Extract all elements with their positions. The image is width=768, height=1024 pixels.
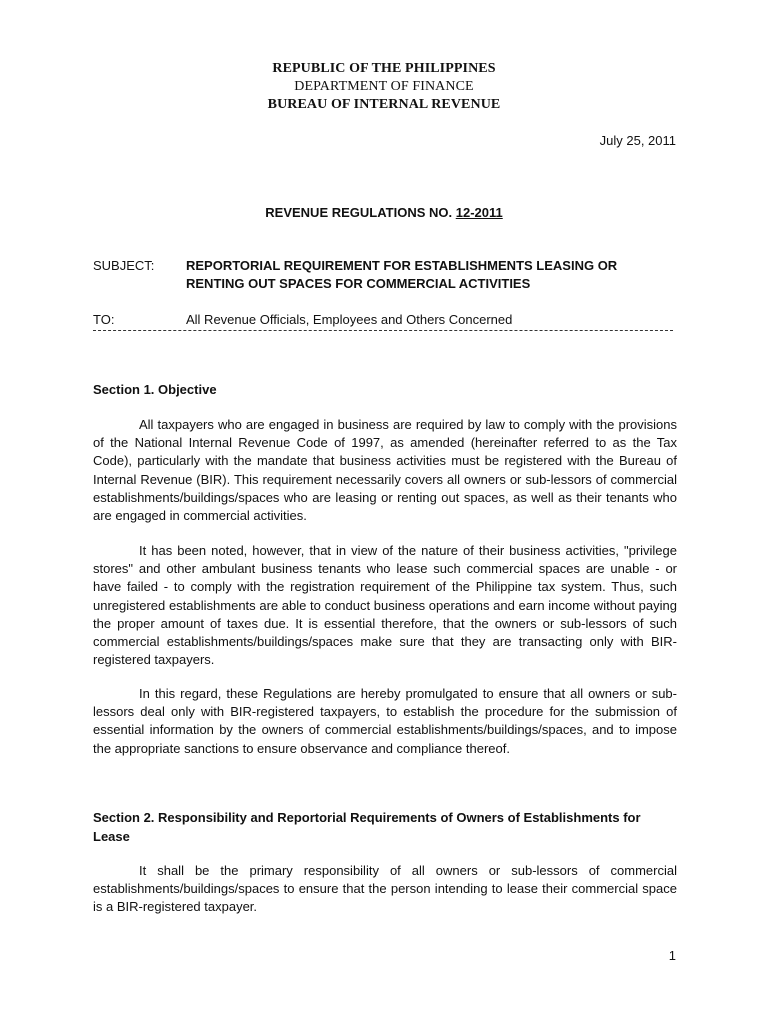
document-date: July 25, 2011 [599, 133, 676, 148]
to-value: All Revenue Officials, Employees and Others Concerned [186, 312, 513, 327]
regulation-title [0, 205, 768, 220]
subject-value: REPORTORIAL REQUIREMENT FOR ESTABLISHMENTS LEASING OR RENTING OUT SPACES FOR COMMERCIAL ACTIVITIES [186, 258, 618, 291]
section-1-heading: Section 1. Objective [93, 382, 217, 397]
to-label: TO: [93, 312, 115, 327]
section-1-paragraph-2: It has been noted, however, that in view of the nature of their business activities, "privilege stores" and other ambulant business tenants who lease such commercial spaces are unable - or have failed - to comply with the registration requirement of the Philippine tax system. Thus, such unregistered establishments are able to conduct business operations and earn income without paying the proper amount of taxes due. It is essential therefore, that the owners or sub-lessors of such commercial establishments/buildings/spaces make sure that they are transacting only with BIR-registered taxpayers. [93, 543, 677, 668]
section-1-paragraph-3: In this regard, these Regulations are hereby promulgated to ensure that all owners or sub-lessors deal only with BIR-registered taxpayers, to establish the procedure for the submission of essential information by the owners of commercial establishments/buildings/spaces, and to impose the appropriate sanctions to ensure observance and compliance thereof. [93, 686, 677, 756]
letterhead-republic: REPUBLIC OF THE PHILIPPINES [272, 61, 496, 76]
letterhead-department: DEPARTMENT OF FINANCE [294, 79, 474, 94]
subject-label: SUBJECT: [93, 258, 155, 273]
letterhead-bureau: BUREAU OF INTERNAL REVENUE [267, 97, 501, 112]
section-2-heading: Section 2. Responsibility and Reportorial Requirements of Owners of Establishments for Lease [93, 810, 641, 844]
section-2-paragraph-1: It shall be the primary responsibility of all owners or sub-lessors of commercial establishments/buildings/spaces to ensure that the person intending to lease their commercial space is a BIR-registered taxpayer. [93, 863, 677, 915]
regulation-prefix: REVENUE REGULATIONS NO. [265, 205, 453, 220]
section-1-paragraph-1: All taxpayers who are engaged in business are required by law to comply with the provisions of the National Internal Revenue Code of 1997, as amended (hereinafter referred to as the Tax Code), particularly with the mandate that business activities must be registered with the Bureau of Internal Revenue (BIR). This requirement necessarily covers all owners or sub-lessors of commercial establishments/buildings/spaces who are leasing or renting out spaces, as well as their tenants who are engaged in commercial activities. [93, 417, 677, 524]
separator-line [93, 330, 673, 331]
page-number: 1 [668, 948, 676, 963]
regulation-number: 12-2011 [455, 205, 503, 220]
letterhead [0, 60, 768, 114]
